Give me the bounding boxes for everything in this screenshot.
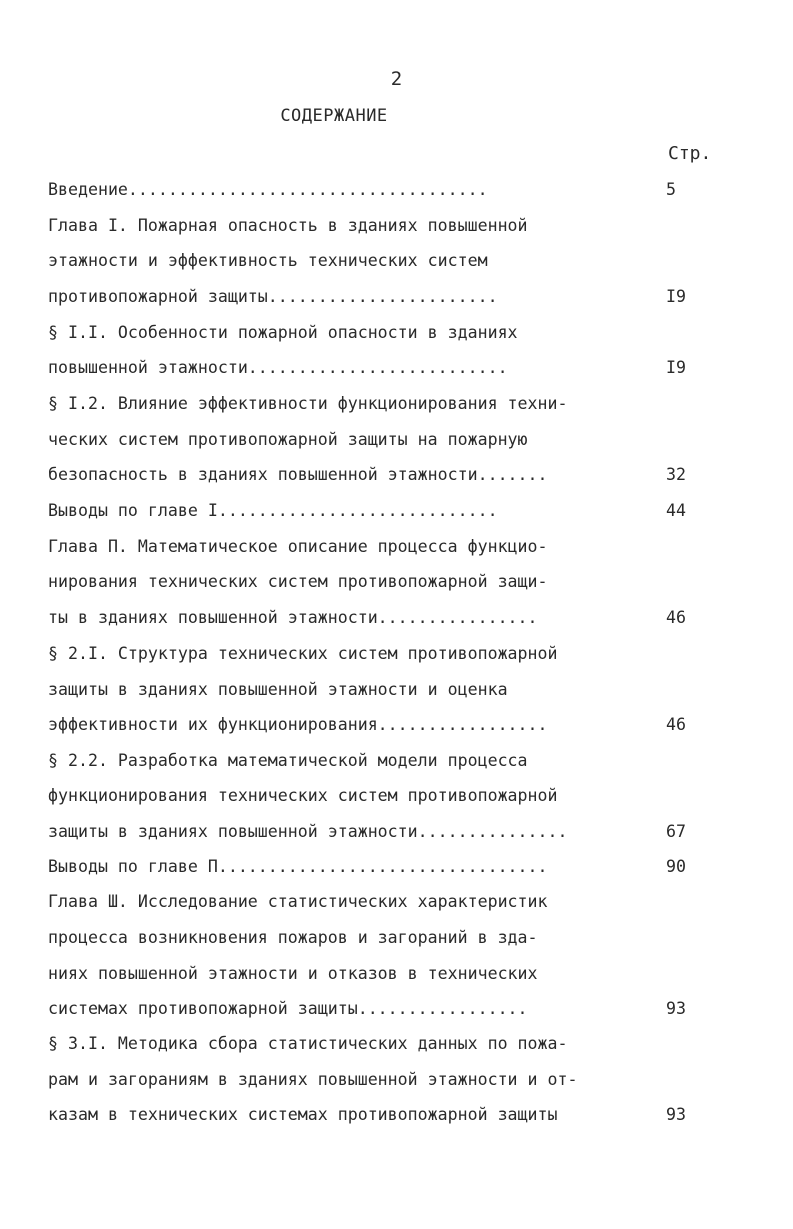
- toc-line: § I.2. Влияние эффективности функционирования техни-: [48, 394, 568, 413]
- toc-line: Глава П. Математическое описание процесса функцио-: [48, 537, 548, 556]
- toc-line: казам в технических системах противопожарной защиты: [48, 1105, 558, 1124]
- toc-line: защиты в зданиях повышенной этажности...............: [48, 822, 568, 841]
- toc-line: § I.I. Особенности пожарной опасности в зданиях: [48, 323, 518, 342]
- toc-page-number: 93: [666, 1105, 686, 1124]
- toc-line: ниях повышенной этажности и отказов в технических: [48, 964, 538, 983]
- toc-line: Глава Ш. Исследование статистических характеристик: [48, 892, 548, 911]
- toc-line: функционирования технических систем противопожарной: [48, 786, 558, 805]
- toc-line: противопожарной защиты.......................: [48, 287, 498, 306]
- toc-page-number: 32: [666, 465, 686, 484]
- toc-line: рам и загораниям в зданиях повышенной этажности и от-: [48, 1070, 578, 1089]
- toc-page-number: 5: [666, 180, 676, 199]
- toc-line: этажности и эффективность технических систем: [48, 251, 488, 270]
- toc-line: Глава I. Пожарная опасность в зданиях повышенной: [48, 216, 528, 235]
- toc-page-number: 90: [666, 857, 686, 876]
- page-number: 2: [390, 68, 403, 90]
- toc-line: нирования технических систем противопожарной защи-: [48, 572, 548, 591]
- toc-page-number: 46: [666, 715, 686, 734]
- toc-line: безопасность в зданиях повышенной этажности.......: [48, 465, 548, 484]
- toc-line: § 3.I. Методика сбора статистических данных по пожа-: [48, 1034, 568, 1053]
- toc-line: ческих систем противопожарной защиты на пожарную: [48, 430, 528, 449]
- toc-line: системах противопожарной защиты.................: [48, 999, 528, 1018]
- toc-line: ты в зданиях повышенной этажности................: [48, 608, 538, 627]
- toc-line: эффективности их функционирования.................: [48, 715, 548, 734]
- toc-page-number: I9: [666, 358, 686, 377]
- toc-page-number: 46: [666, 608, 686, 627]
- toc-line: § 2.2. Разработка математической модели процесса: [48, 751, 528, 770]
- document-title-text: СОДЕРЖАНИЕ: [280, 106, 388, 126]
- toc-page-number: I9: [666, 287, 686, 306]
- toc-line: повышенной этажности..........................: [48, 358, 508, 377]
- toc-page-number: 44: [666, 501, 686, 520]
- page-column-header: Стр.: [668, 143, 712, 164]
- document-title: [0, 106, 668, 126]
- toc-page-number: 67: [666, 822, 686, 841]
- toc-line: § 2.I. Структура технических систем противопожарной: [48, 644, 558, 663]
- toc-line: Выводы по главе I............................: [48, 501, 498, 520]
- toc-line: защиты в зданиях повышенной этажности и оценка: [48, 680, 508, 699]
- toc-line: Введение....................................: [48, 180, 488, 199]
- toc-page-number: 93: [666, 999, 686, 1018]
- toc-line: Выводы по главе П.................................: [48, 857, 548, 876]
- toc-line: процесса возникновения пожаров и загораний в зда-: [48, 928, 538, 947]
